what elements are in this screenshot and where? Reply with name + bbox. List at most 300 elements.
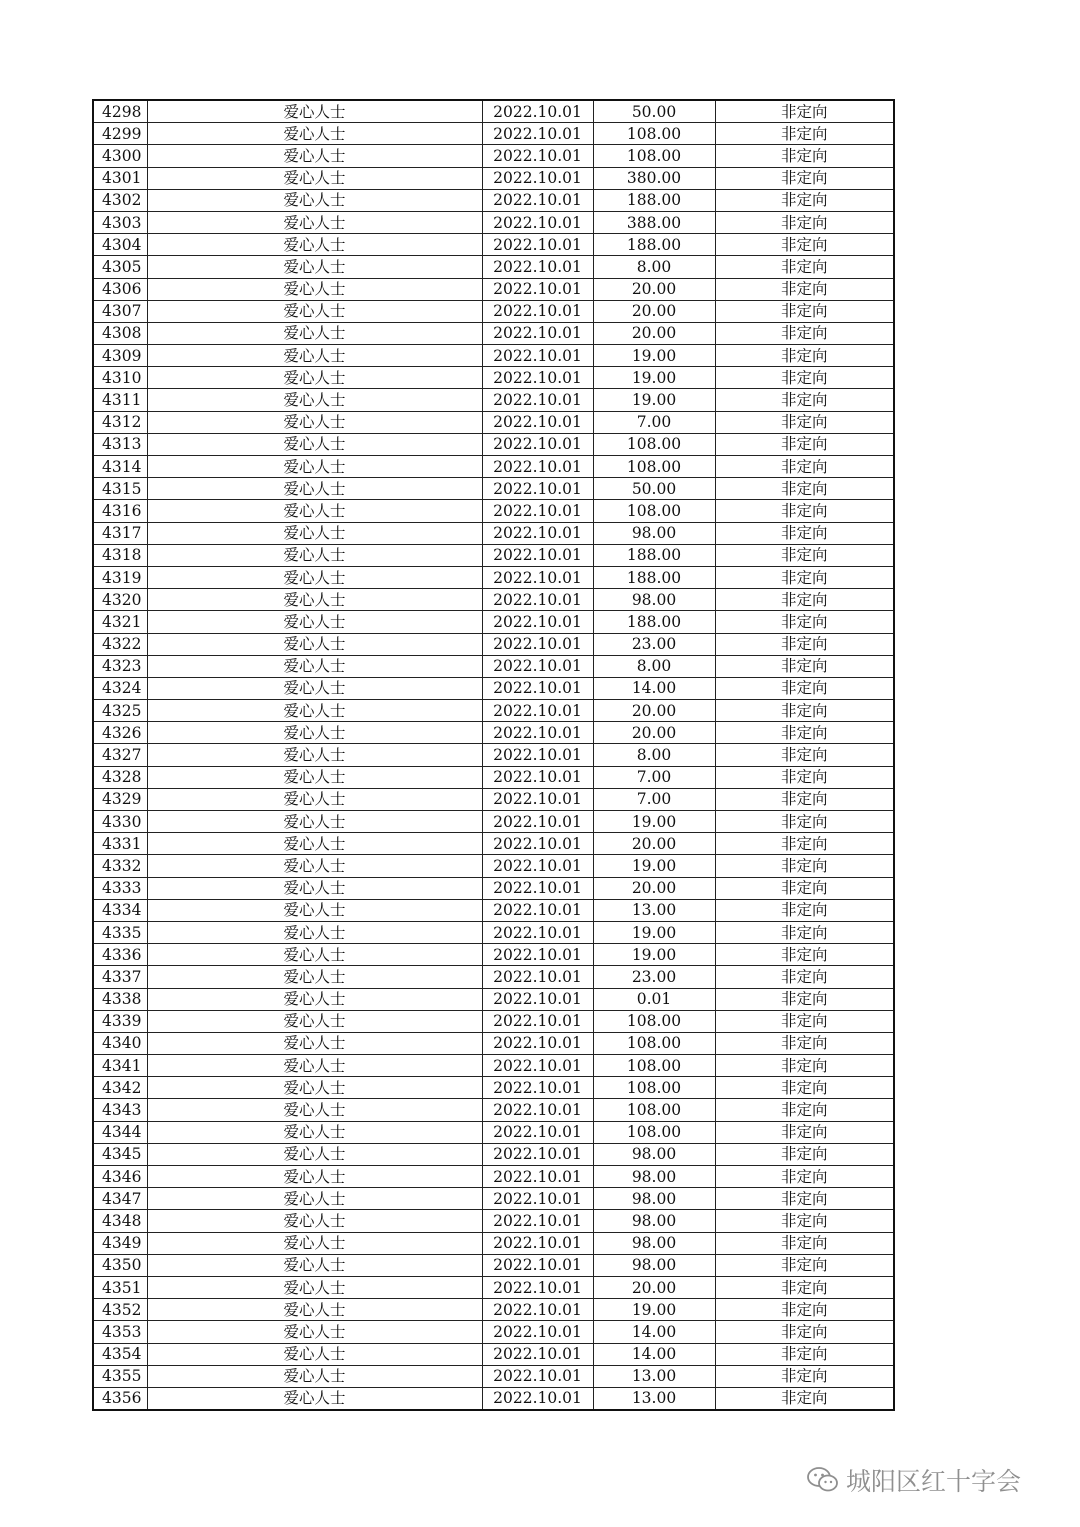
donation-amount: 19.00	[593, 811, 715, 833]
donor-name: 爱心人士	[147, 1077, 482, 1099]
donation-type: 非定向	[715, 566, 894, 588]
donation-amount: 188.00	[593, 189, 715, 211]
record-number: 4302	[93, 189, 147, 211]
donation-type: 非定向	[715, 145, 894, 167]
record-number: 4321	[93, 611, 147, 633]
donation-date: 2022.10.01	[482, 1121, 593, 1143]
record-number: 4298	[93, 100, 147, 123]
donor-name: 爱心人士	[147, 278, 482, 300]
table-row	[93, 677, 894, 699]
table-row	[93, 1055, 894, 1077]
donor-name: 爱心人士	[147, 123, 482, 145]
donor-name: 爱心人士	[147, 655, 482, 677]
table-row	[93, 145, 894, 167]
donor-name: 爱心人士	[147, 522, 482, 544]
donor-name: 爱心人士	[147, 1254, 482, 1276]
donation-type: 非定向	[715, 589, 894, 611]
donation-date: 2022.10.01	[482, 189, 593, 211]
donor-name: 爱心人士	[147, 389, 482, 411]
donor-name: 爱心人士	[147, 234, 482, 256]
record-number: 4349	[93, 1232, 147, 1254]
donation-amount: 20.00	[593, 722, 715, 744]
record-number: 4352	[93, 1299, 147, 1321]
donation-amount: 23.00	[593, 633, 715, 655]
table-row	[93, 811, 894, 833]
record-number: 4341	[93, 1055, 147, 1077]
table-row	[93, 877, 894, 899]
donation-amount: 19.00	[593, 345, 715, 367]
donation-date: 2022.10.01	[482, 1365, 593, 1387]
donation-date: 2022.10.01	[482, 500, 593, 522]
record-number: 4318	[93, 544, 147, 566]
donation-date: 2022.10.01	[482, 899, 593, 921]
donation-type: 非定向	[715, 855, 894, 877]
record-number: 4340	[93, 1032, 147, 1054]
donation-amount: 188.00	[593, 566, 715, 588]
donation-type: 非定向	[715, 611, 894, 633]
donation-type: 非定向	[715, 1143, 894, 1165]
table-row	[93, 855, 894, 877]
donation-amount: 7.00	[593, 411, 715, 433]
donation-date: 2022.10.01	[482, 278, 593, 300]
table-row	[93, 1321, 894, 1343]
donor-name: 爱心人士	[147, 211, 482, 233]
table-row	[93, 966, 894, 988]
table-row	[93, 500, 894, 522]
donation-amount: 108.00	[593, 500, 715, 522]
donation-type: 非定向	[715, 478, 894, 500]
donation-date: 2022.10.01	[482, 633, 593, 655]
donation-date: 2022.10.01	[482, 234, 593, 256]
table-row	[93, 1343, 894, 1365]
donation-date: 2022.10.01	[482, 145, 593, 167]
donor-name: 爱心人士	[147, 1299, 482, 1321]
donation-date: 2022.10.01	[482, 1343, 593, 1365]
donation-type: 非定向	[715, 123, 894, 145]
record-number: 4311	[93, 389, 147, 411]
donation-amount: 7.00	[593, 788, 715, 810]
donation-type: 非定向	[715, 633, 894, 655]
donation-type: 非定向	[715, 1210, 894, 1232]
donation-type: 非定向	[715, 456, 894, 478]
donation-type: 非定向	[715, 1321, 894, 1343]
donor-name: 爱心人士	[147, 1166, 482, 1188]
donation-amount: 108.00	[593, 1055, 715, 1077]
donor-name: 爱心人士	[147, 167, 482, 189]
record-number: 4319	[93, 566, 147, 588]
record-number: 4328	[93, 766, 147, 788]
donation-date: 2022.10.01	[482, 855, 593, 877]
donation-amount: 8.00	[593, 256, 715, 278]
donation-type: 非定向	[715, 811, 894, 833]
donation-type: 非定向	[715, 1121, 894, 1143]
donation-date: 2022.10.01	[482, 1210, 593, 1232]
donor-name: 爱心人士	[147, 1387, 482, 1410]
table-row	[93, 566, 894, 588]
table-row	[93, 1166, 894, 1188]
record-number: 4334	[93, 899, 147, 921]
donation-date: 2022.10.01	[482, 1143, 593, 1165]
donation-type: 非定向	[715, 677, 894, 699]
donor-name: 爱心人士	[147, 1032, 482, 1054]
record-number: 4301	[93, 167, 147, 189]
record-number: 4310	[93, 367, 147, 389]
donation-date: 2022.10.01	[482, 811, 593, 833]
donor-name: 爱心人士	[147, 1276, 482, 1298]
donation-amount: 98.00	[593, 1166, 715, 1188]
donor-name: 爱心人士	[147, 744, 482, 766]
record-number: 4313	[93, 433, 147, 455]
donation-amount: 380.00	[593, 167, 715, 189]
table-row	[93, 389, 894, 411]
record-number: 4339	[93, 1010, 147, 1032]
donation-type: 非定向	[715, 1365, 894, 1387]
donation-date: 2022.10.01	[482, 1276, 593, 1298]
donation-amount: 19.00	[593, 855, 715, 877]
donation-amount: 108.00	[593, 145, 715, 167]
table-row	[93, 367, 894, 389]
donation-amount: 23.00	[593, 966, 715, 988]
donation-date: 2022.10.01	[482, 833, 593, 855]
donation-type: 非定向	[715, 433, 894, 455]
donor-name: 爱心人士	[147, 899, 482, 921]
donation-date: 2022.10.01	[482, 766, 593, 788]
table-row	[93, 788, 894, 810]
record-number: 4327	[93, 744, 147, 766]
donor-name: 爱心人士	[147, 433, 482, 455]
table-row	[93, 478, 894, 500]
donation-date: 2022.10.01	[482, 1232, 593, 1254]
donation-date: 2022.10.01	[482, 1387, 593, 1410]
donor-name: 爱心人士	[147, 1121, 482, 1143]
record-number: 4308	[93, 322, 147, 344]
donor-name: 爱心人士	[147, 367, 482, 389]
donation-type: 非定向	[715, 833, 894, 855]
donation-date: 2022.10.01	[482, 944, 593, 966]
table-row	[93, 899, 894, 921]
donation-date: 2022.10.01	[482, 1166, 593, 1188]
record-number: 4323	[93, 655, 147, 677]
donation-amount: 108.00	[593, 1032, 715, 1054]
donation-amount: 98.00	[593, 1254, 715, 1276]
donor-name: 爱心人士	[147, 877, 482, 899]
donation-type: 非定向	[715, 1010, 894, 1032]
donation-type: 非定向	[715, 788, 894, 810]
donation-amount: 108.00	[593, 123, 715, 145]
donor-name: 爱心人士	[147, 833, 482, 855]
donation-date: 2022.10.01	[482, 1188, 593, 1210]
table-row	[93, 123, 894, 145]
table-row	[93, 833, 894, 855]
table-row	[93, 433, 894, 455]
donation-type: 非定向	[715, 1299, 894, 1321]
donation-type: 非定向	[715, 988, 894, 1010]
donation-amount: 19.00	[593, 389, 715, 411]
donation-amount: 13.00	[593, 1365, 715, 1387]
record-number: 4314	[93, 456, 147, 478]
table-row	[93, 700, 894, 722]
donor-name: 爱心人士	[147, 300, 482, 322]
donation-type: 非定向	[715, 500, 894, 522]
donation-date: 2022.10.01	[482, 988, 593, 1010]
donor-name: 爱心人士	[147, 145, 482, 167]
donation-amount: 188.00	[593, 544, 715, 566]
donation-date: 2022.10.01	[482, 788, 593, 810]
record-number: 4336	[93, 944, 147, 966]
donor-name: 爱心人士	[147, 1232, 482, 1254]
table-row	[93, 1032, 894, 1054]
donation-type: 非定向	[715, 1055, 894, 1077]
record-number: 4325	[93, 700, 147, 722]
record-number: 4346	[93, 1166, 147, 1188]
donation-date: 2022.10.01	[482, 744, 593, 766]
donation-date: 2022.10.01	[482, 1299, 593, 1321]
donor-name: 爱心人士	[147, 1055, 482, 1077]
donor-name: 爱心人士	[147, 478, 482, 500]
donation-date: 2022.10.01	[482, 1254, 593, 1276]
record-number: 4354	[93, 1343, 147, 1365]
table-row	[93, 722, 894, 744]
donation-date: 2022.10.01	[482, 256, 593, 278]
donation-amount: 108.00	[593, 1099, 715, 1121]
donation-date: 2022.10.01	[482, 167, 593, 189]
donation-date: 2022.10.01	[482, 1077, 593, 1099]
donation-amount: 108.00	[593, 433, 715, 455]
donation-amount: 20.00	[593, 877, 715, 899]
table-row	[93, 766, 894, 788]
record-number: 4344	[93, 1121, 147, 1143]
donation-amount: 20.00	[593, 278, 715, 300]
donor-name: 爱心人士	[147, 1188, 482, 1210]
table-row	[93, 300, 894, 322]
donation-date: 2022.10.01	[482, 1321, 593, 1343]
donation-type: 非定向	[715, 1032, 894, 1054]
donation-amount: 98.00	[593, 522, 715, 544]
donation-amount: 188.00	[593, 611, 715, 633]
record-number: 4307	[93, 300, 147, 322]
donation-date: 2022.10.01	[482, 1010, 593, 1032]
table-row	[93, 544, 894, 566]
record-number: 4305	[93, 256, 147, 278]
donation-date: 2022.10.01	[482, 544, 593, 566]
donor-name: 爱心人士	[147, 456, 482, 478]
donor-name: 爱心人士	[147, 1143, 482, 1165]
table-row	[93, 234, 894, 256]
donation-type: 非定向	[715, 1343, 894, 1365]
donation-date: 2022.10.01	[482, 1032, 593, 1054]
donation-type: 非定向	[715, 877, 894, 899]
donation-date: 2022.10.01	[482, 433, 593, 455]
table-row	[93, 411, 894, 433]
donation-amount: 388.00	[593, 211, 715, 233]
wechat-icon	[806, 1465, 840, 1495]
account-watermark	[806, 1462, 1021, 1498]
donation-amount: 7.00	[593, 766, 715, 788]
donation-amount: 20.00	[593, 833, 715, 855]
donation-amount: 8.00	[593, 655, 715, 677]
record-number: 4299	[93, 123, 147, 145]
donor-name: 爱心人士	[147, 766, 482, 788]
table-row	[93, 1387, 894, 1410]
table-row	[93, 256, 894, 278]
donor-name: 爱心人士	[147, 589, 482, 611]
donor-name: 爱心人士	[147, 1343, 482, 1365]
table-row	[93, 1143, 894, 1165]
donor-name: 爱心人士	[147, 411, 482, 433]
donation-amount: 0.01	[593, 988, 715, 1010]
donation-amount: 20.00	[593, 700, 715, 722]
donation-type: 非定向	[715, 389, 894, 411]
table-row	[93, 655, 894, 677]
record-number: 4316	[93, 500, 147, 522]
donor-name: 爱心人士	[147, 1365, 482, 1387]
donation-amount: 19.00	[593, 1299, 715, 1321]
donation-type: 非定向	[715, 345, 894, 367]
record-number: 4322	[93, 633, 147, 655]
table-row	[93, 1121, 894, 1143]
donor-name: 爱心人士	[147, 1210, 482, 1232]
donor-name: 爱心人士	[147, 345, 482, 367]
donation-date: 2022.10.01	[482, 123, 593, 145]
table-row	[93, 1254, 894, 1276]
donation-type: 非定向	[715, 522, 894, 544]
donor-name: 爱心人士	[147, 544, 482, 566]
donation-amount: 14.00	[593, 1343, 715, 1365]
donation-date: 2022.10.01	[482, 478, 593, 500]
record-number: 4320	[93, 589, 147, 611]
donation-amount: 98.00	[593, 1210, 715, 1232]
donation-type: 非定向	[715, 1254, 894, 1276]
donation-date: 2022.10.01	[482, 677, 593, 699]
table-row	[93, 1210, 894, 1232]
donation-date: 2022.10.01	[482, 456, 593, 478]
record-number: 4356	[93, 1387, 147, 1410]
donation-amount: 19.00	[593, 944, 715, 966]
donation-type: 非定向	[715, 322, 894, 344]
table-row	[93, 944, 894, 966]
donation-type: 非定向	[715, 367, 894, 389]
donation-amount: 98.00	[593, 1188, 715, 1210]
donor-name: 爱心人士	[147, 944, 482, 966]
donation-amount: 98.00	[593, 1232, 715, 1254]
donation-amount: 20.00	[593, 322, 715, 344]
record-number: 4351	[93, 1276, 147, 1298]
donation-date: 2022.10.01	[482, 722, 593, 744]
record-number: 4342	[93, 1077, 147, 1099]
donation-amount: 14.00	[593, 677, 715, 699]
donation-type: 非定向	[715, 544, 894, 566]
table-row	[93, 278, 894, 300]
record-number: 4350	[93, 1254, 147, 1276]
record-number: 4343	[93, 1099, 147, 1121]
donation-date: 2022.10.01	[482, 345, 593, 367]
donation-amount: 8.00	[593, 744, 715, 766]
record-number: 4330	[93, 811, 147, 833]
table-row	[93, 921, 894, 943]
table-row	[93, 611, 894, 633]
donation-date: 2022.10.01	[482, 966, 593, 988]
donor-name: 爱心人士	[147, 611, 482, 633]
donor-name: 爱心人士	[147, 700, 482, 722]
record-number: 4312	[93, 411, 147, 433]
record-number: 4348	[93, 1210, 147, 1232]
table-row	[93, 988, 894, 1010]
record-number: 4315	[93, 478, 147, 500]
table-row	[93, 167, 894, 189]
donation-type: 非定向	[715, 1232, 894, 1254]
record-number: 4331	[93, 833, 147, 855]
donation-date: 2022.10.01	[482, 877, 593, 899]
donation-type: 非定向	[715, 1099, 894, 1121]
table-row	[93, 322, 894, 344]
record-number: 4329	[93, 788, 147, 810]
donor-name: 爱心人士	[147, 988, 482, 1010]
donation-date: 2022.10.01	[482, 100, 593, 123]
donor-name: 爱心人士	[147, 189, 482, 211]
donor-name: 爱心人士	[147, 1010, 482, 1032]
record-number: 4347	[93, 1188, 147, 1210]
record-number: 4353	[93, 1321, 147, 1343]
table-row	[93, 456, 894, 478]
donor-name: 爱心人士	[147, 855, 482, 877]
donation-amount: 98.00	[593, 589, 715, 611]
donation-amount: 19.00	[593, 367, 715, 389]
donation-type: 非定向	[715, 167, 894, 189]
donation-type: 非定向	[715, 1077, 894, 1099]
donation-type: 非定向	[715, 256, 894, 278]
donor-name: 爱心人士	[147, 633, 482, 655]
donation-type: 非定向	[715, 1276, 894, 1298]
donation-amount: 50.00	[593, 478, 715, 500]
donation-date: 2022.10.01	[482, 411, 593, 433]
donor-name: 爱心人士	[147, 788, 482, 810]
donation-date: 2022.10.01	[482, 611, 593, 633]
account-name: 城阳区红十字会	[846, 1467, 1022, 1496]
donor-name: 爱心人士	[147, 1099, 482, 1121]
table-row	[93, 100, 894, 123]
table-row	[93, 744, 894, 766]
donor-name: 爱心人士	[147, 722, 482, 744]
donation-date: 2022.10.01	[482, 655, 593, 677]
donation-amount: 13.00	[593, 1387, 715, 1410]
record-number: 4300	[93, 145, 147, 167]
table-row	[93, 1188, 894, 1210]
record-number: 4317	[93, 522, 147, 544]
donation-type: 非定向	[715, 189, 894, 211]
donation-type: 非定向	[715, 899, 894, 921]
donation-amount: 108.00	[593, 1077, 715, 1099]
table-row	[93, 211, 894, 233]
donation-amount: 50.00	[593, 100, 715, 123]
donor-name: 爱心人士	[147, 677, 482, 699]
table-row	[93, 1077, 894, 1099]
donation-date: 2022.10.01	[482, 1099, 593, 1121]
record-number: 4355	[93, 1365, 147, 1387]
table-row	[93, 345, 894, 367]
record-number: 4324	[93, 677, 147, 699]
donation-amount: 98.00	[593, 1143, 715, 1165]
record-number: 4338	[93, 988, 147, 1010]
donation-amount: 13.00	[593, 899, 715, 921]
donation-date: 2022.10.01	[482, 300, 593, 322]
donor-name: 爱心人士	[147, 566, 482, 588]
table-row	[93, 589, 894, 611]
record-number: 4337	[93, 966, 147, 988]
donation-type: 非定向	[715, 278, 894, 300]
donation-type: 非定向	[715, 655, 894, 677]
donation-date: 2022.10.01	[482, 700, 593, 722]
donation-type: 非定向	[715, 300, 894, 322]
